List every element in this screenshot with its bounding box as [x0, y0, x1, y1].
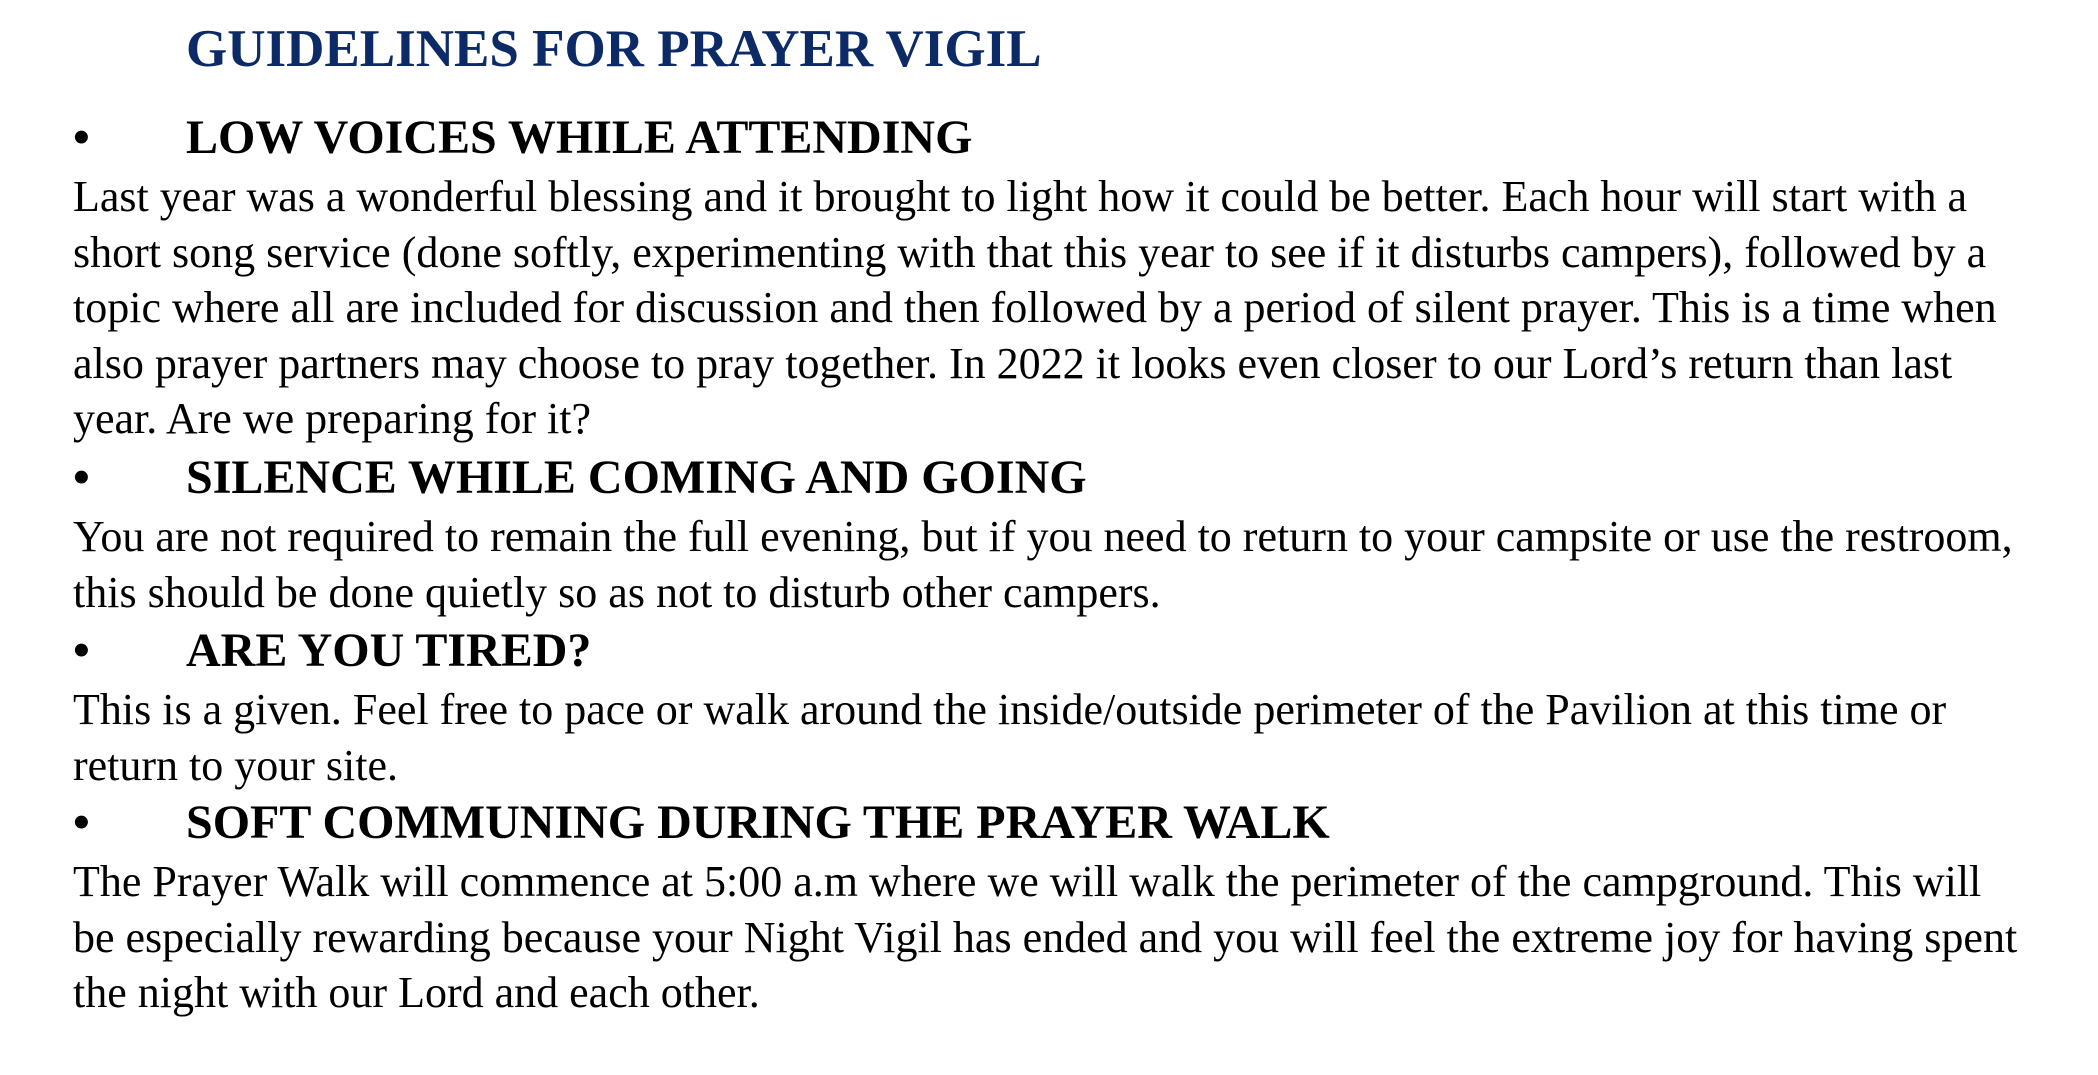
- bullet-icon: •: [73, 451, 90, 504]
- guideline-section-low-voices: [73, 107, 2033, 447]
- bullet-icon: •: [73, 796, 90, 849]
- guideline-section-prayer-walk: [73, 792, 2033, 1021]
- section-body: This is a given. Feel free to pace or walk around the inside/outside perimeter of the Pavilion at this time or return to your site.: [73, 685, 1947, 790]
- section-heading: [73, 447, 2033, 509]
- section-heading-text: LOW VOICES WHILE ATTENDING: [186, 111, 973, 164]
- section-heading-text: SILENCE WHILE COMING AND GOING: [186, 451, 1087, 504]
- document-title: GUIDELINES FOR PRAYER VIGIL: [186, 20, 1042, 78]
- section-body: You are not required to remain the full evening, but if you need to return to your campsite or use the restroom, this should be done quietly so as not to disturb other campers.: [73, 512, 2013, 617]
- section-heading: [73, 792, 2033, 854]
- section-body: Last year was a wonderful blessing and it brought to light how it could be better. Each hour will start with a short song service (done softly, experimenting with that this year to see if it disturbs campers), followed by a topic where all are included for discussion and then followed by a period of silent prayer. This is a time when also prayer partners may choose to pray together. In 2022 it looks even closer to our Lord’s return than last year. Are we preparing for it?: [73, 172, 1997, 443]
- guideline-section-silence: [73, 447, 2033, 620]
- section-heading: [73, 107, 2033, 169]
- section-heading: [73, 620, 2033, 682]
- section-heading-text: SOFT COMMUNING DURING THE PRAYER WALK: [186, 796, 1330, 849]
- section-heading-text: ARE YOU TIRED?: [186, 624, 592, 677]
- bullet-icon: •: [73, 111, 90, 164]
- guideline-section-tired: [73, 620, 2033, 793]
- bullet-icon: •: [73, 624, 90, 677]
- section-body: The Prayer Walk will commence at 5:00 a.m where we will walk the perimeter of the campground. This will be especially rewarding because your Night Vigil has ended and you will feel the extreme joy for having spent the night with our Lord and each other.: [73, 857, 2018, 1017]
